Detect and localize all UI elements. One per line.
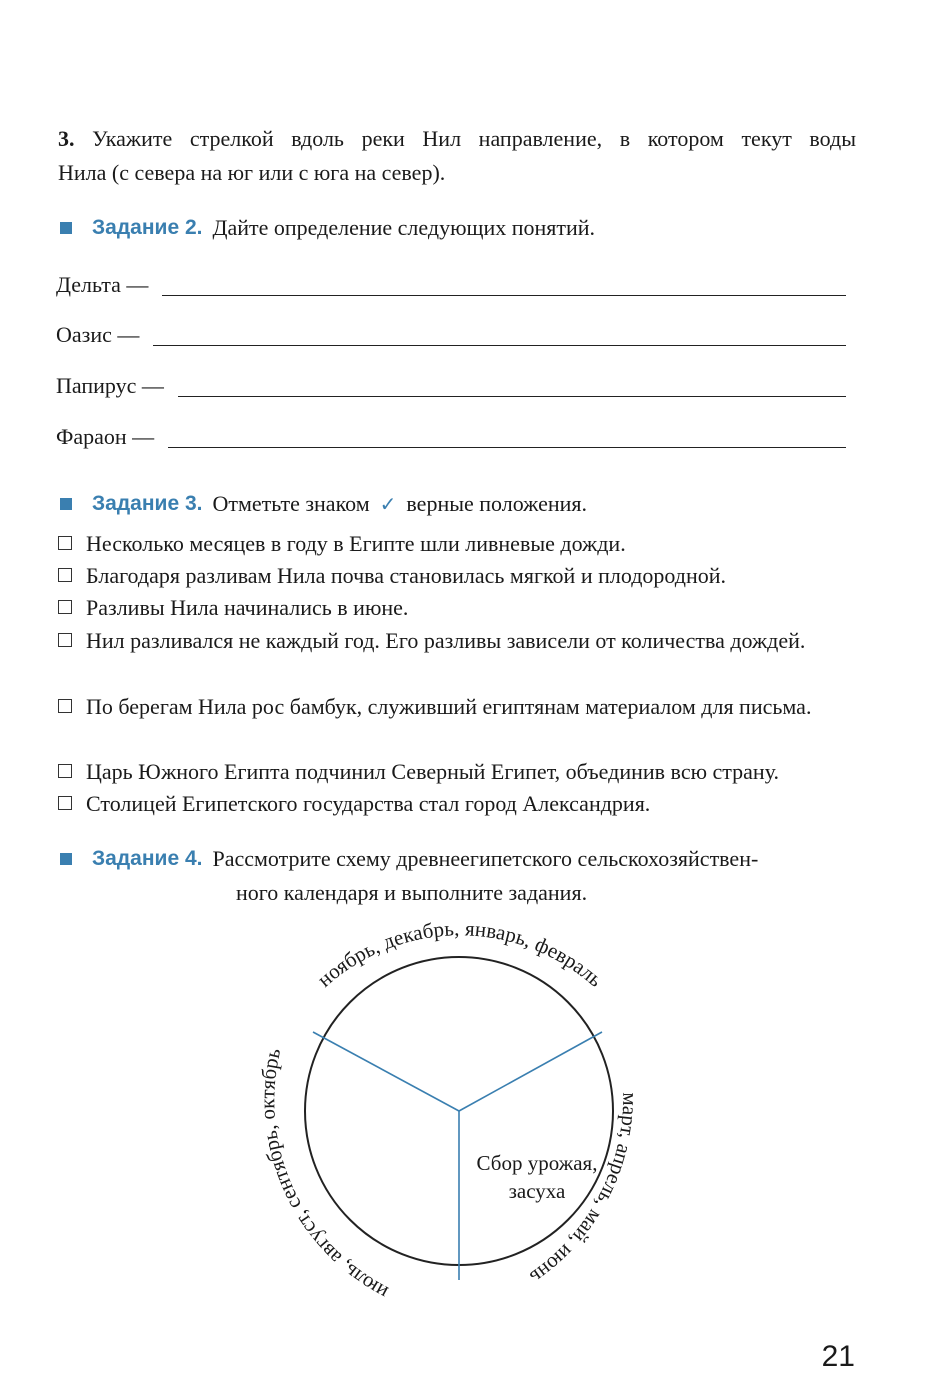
sector-label-line-1: Сбор урожая, [476,1151,598,1175]
definition-row-delta [56,268,846,302]
checkbox[interactable] [58,764,72,778]
task-3-instruction-end: верные положения. [406,491,588,516]
answer-line[interactable] [178,395,846,397]
statement-text: Столицей Египетского государства стал город Александрия. [86,791,651,816]
task-2-instruction: Дайте определение следующих понятий. [212,215,596,240]
definition-row-papyrus [56,369,846,403]
statement-text: Благодаря разливам Нила почва становилась мягкой и плодородной. [86,563,727,588]
answer-line[interactable] [168,446,846,448]
term-label: Дельта — [56,272,149,297]
definition-row-pharaoh [56,420,846,454]
task-4-instruction-1: Рассмотрите схему древнеегипетского сельскохозяйствен- [212,846,759,871]
question-3-number: 3. [58,126,75,151]
statement-item [58,690,856,723]
statement-item [58,527,856,560]
statement-text: Разливы Нила начинались в июне. [86,595,409,620]
months-arc-left: июль, август, сентябрь, октябрь [255,1045,392,1305]
months-arc-top: ноябрь, декабрь, январь, февраль [312,916,608,992]
term-label: Папирус — [56,373,164,398]
checkbox[interactable] [58,600,72,614]
statement-item [58,755,856,788]
page-number: 21 [821,1340,855,1373]
checkbox[interactable] [58,536,72,550]
statement-item [58,624,856,657]
check-mark-icon: ✓ [379,492,397,516]
task-2-header [60,211,595,245]
definition-row-oasis [56,318,846,352]
months-arc-right: март, апрель, май, июнь [525,1092,643,1290]
sector-divider-left [313,1032,459,1111]
checkbox[interactable] [58,633,72,647]
square-bullet-icon [60,222,72,234]
sector-label-line-2: засуха [508,1179,566,1203]
term-label: Фараон — [56,424,155,449]
calendar-diagram [200,905,720,1325]
statement-text: Царь Южного Египта подчинил Северный Египет, объединив всю страну. [86,759,779,784]
answer-line[interactable] [162,294,846,296]
question-3-line-2: Нила (с севера на юг или с юга на север). [58,160,446,185]
task-4-label: Задание 4. [92,847,203,870]
question-3-text-1: Укажите стрелкой вдоль реки Нил направление, в котором текут воды [92,126,857,151]
task-2-label: Задание 2. [92,216,203,239]
task-4-header [60,842,758,876]
statement-text: Несколько месяцев в году в Египте шли ливневые дожди. [86,531,626,556]
checkbox[interactable] [58,699,72,713]
square-bullet-icon [60,498,72,510]
square-bullet-icon [60,853,72,865]
checkbox[interactable] [58,796,72,810]
answer-line[interactable] [153,344,846,346]
statement-item [58,787,856,820]
statement-item [58,591,856,624]
statement-text: Нил разливался не каждый год. Его разливы зависели от количества дождей. [86,628,806,653]
statement-item [58,559,856,592]
task-3-instruction-start: Отметьте знаком [212,491,370,516]
statement-text: По берегам Нила рос бамбук, служивший египтянам материалом для письма. [86,694,812,719]
sector-divider-right [459,1032,602,1111]
checkbox[interactable] [58,568,72,582]
task-3-header [60,487,587,521]
task-3-label: Задание 3. [92,492,203,515]
question-3-line-1 [58,122,856,156]
term-label: Оазис — [56,322,140,347]
task-4-instruction-2: ного календаря и выполните задания. [236,880,588,905]
